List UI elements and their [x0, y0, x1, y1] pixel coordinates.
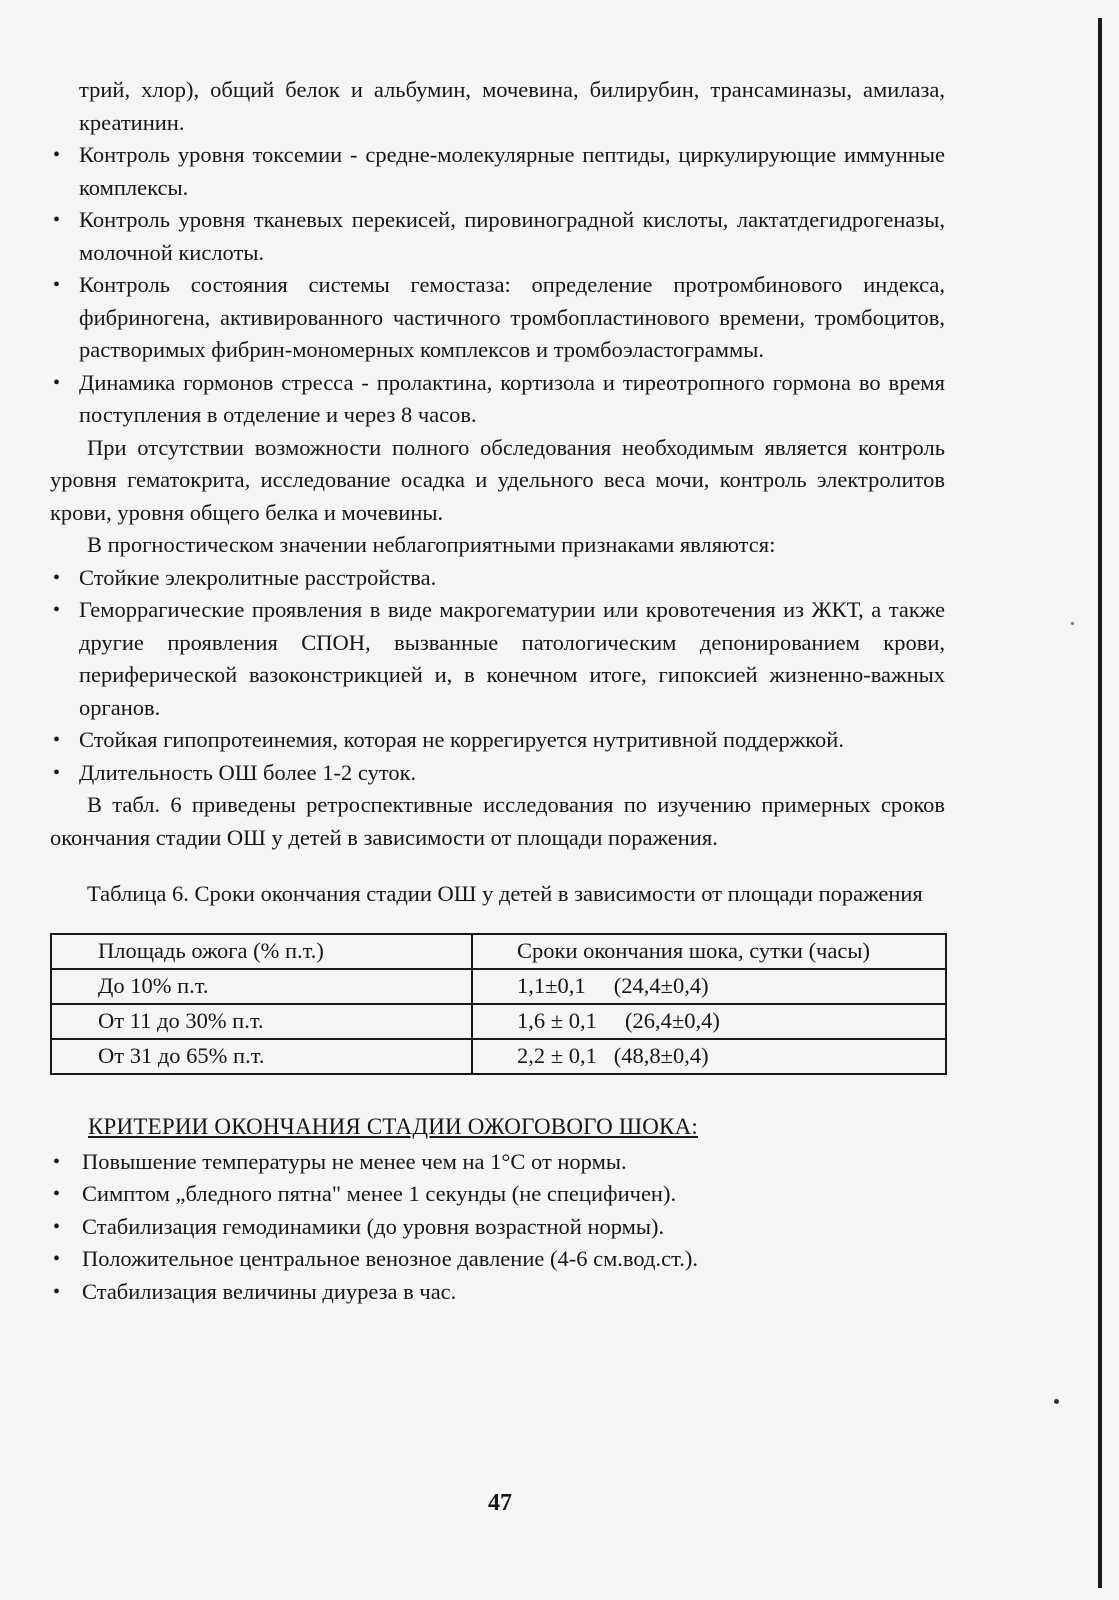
scan-speck — [1071, 622, 1074, 625]
bullet-icon: • — [53, 599, 61, 621]
monitoring-list — [50, 139, 945, 432]
table-row — [51, 1039, 946, 1074]
column-header: Сроки окончания шока, сутки (часы) — [472, 934, 946, 969]
bullet-icon: • — [53, 566, 61, 589]
page-number: 47 — [488, 1490, 512, 1516]
bullet-icon: • — [53, 209, 61, 231]
list-item: • Длительность ОШ более 1-2 суток. — [50, 757, 945, 790]
table-row — [51, 969, 946, 1004]
prognostic-list — [50, 562, 945, 790]
list-item: • Стойкие элекролитные расстройства. — [50, 562, 945, 595]
bullet-icon: • — [53, 1280, 61, 1303]
list-item: • Стойкая гипопротеинемия, которая не коррегируется нутритивной поддержкой. — [50, 724, 945, 757]
bullet-icon: • — [53, 274, 61, 296]
scan-speck — [1054, 1399, 1059, 1404]
intro-continuation: трий, хлор), общий белок и альбумин, мочевина, билирубин, трансаминазы, амилаза, креатинин. — [79, 77, 945, 135]
page-edge-shadow — [1098, 18, 1102, 1588]
table-cell: От 11 до 30% п.т. — [51, 1004, 472, 1039]
table-cell: До 10% п.т. — [51, 969, 472, 1004]
list-item: • Контроль уровня токсемии - средне-молекулярные пептиды, циркулирующие иммунные комплексы. — [50, 139, 945, 204]
paragraph-minimal-exam: При отсутствии возможности полного обследования необходимым является контроль уровня гематокрита, исследование осадка и удельного веса мочи, контроль электролитов крови, уровня общего белка и мочевины. — [50, 434, 945, 525]
table-row — [51, 1004, 946, 1039]
criteria-list — [50, 1146, 945, 1309]
bullet-icon: • — [53, 144, 61, 166]
table-caption: Таблица 6. Сроки окончания стадии ОШ у детей в зависимости от площади поражения — [87, 881, 923, 906]
list-item: • Контроль уровня тканевых перекисей, пировиноградной кислоты, лактатдегидрогеназы, молочной кислоты. — [50, 204, 945, 269]
bullet-icon: • — [53, 729, 61, 751]
list-item: • Контроль состояния системы гемостаза: определение протромбинового индекса, фибриногена, активированного частичного тромбопластинового времени, тромбоцитов, растворимых фибрин-мономерных комплексов и тромбоэластограммы. — [50, 269, 945, 367]
bullet-icon: • — [53, 1150, 61, 1173]
table-header-row — [51, 934, 946, 969]
list-item: • Динамика гормонов стресса - пролактина, кортизола и тиреотропного гормона во время поступления в отделение и через 8 часов. — [50, 367, 945, 432]
table-cell: 1,1±0,1 (24,4±0,4) — [472, 969, 946, 1004]
paragraph-prognostic: В прогностическом значении неблагоприятными признаками являются: — [87, 532, 776, 557]
burn-shock-table — [50, 933, 947, 1075]
list-item: • Стабилизация величины диуреза в час. — [50, 1276, 945, 1309]
column-header: Площадь ожога (% п.т.) — [51, 934, 472, 969]
list-item: • Геморрагические проявления в виде макрогематурии или кровотечения из ЖКТ, а также другие проявления СПОН, вызванные патологическим депонированием крови, периферической вазоконстрикцией и, в конечном итоге, гипоксией жизненно-важных органов. — [50, 594, 945, 724]
list-item: • Повышение температуры не менее чем на 1°С от нормы. — [50, 1146, 945, 1179]
list-item: • Симптом „бледного пятна" менее 1 секунды (не специфичен). — [50, 1178, 945, 1211]
criteria-heading: КРИТЕРИИ ОКОНЧАНИЯ СТАДИИ ОЖОГОВОГО ШОКА: — [88, 1114, 698, 1139]
table-cell: 1,6 ± 0,1 (26,4±0,4) — [472, 1004, 946, 1039]
bullet-icon: • — [53, 1248, 61, 1270]
list-item: • Стабилизация гемодинамики (до уровня возрастной нормы). — [50, 1211, 945, 1244]
bullet-icon: • — [53, 371, 61, 394]
page-content — [50, 74, 945, 1308]
table-cell: 2,2 ± 0,1 (48,8±0,4) — [472, 1039, 946, 1074]
paragraph-table-reference: В табл. 6 приведены ретроспективные исследования по изучению примерных сроков окончания стадии ОШ у детей в зависимости от площади поражения. — [50, 792, 945, 850]
bullet-icon: • — [53, 1183, 61, 1205]
table-cell: От 31 до 65% п.т. — [51, 1039, 472, 1074]
list-item: • Положительное центральное венозное давление (4-6 см.вод.ст.). — [50, 1243, 945, 1276]
bullet-icon: • — [53, 761, 61, 784]
bullet-icon: • — [53, 1215, 61, 1238]
